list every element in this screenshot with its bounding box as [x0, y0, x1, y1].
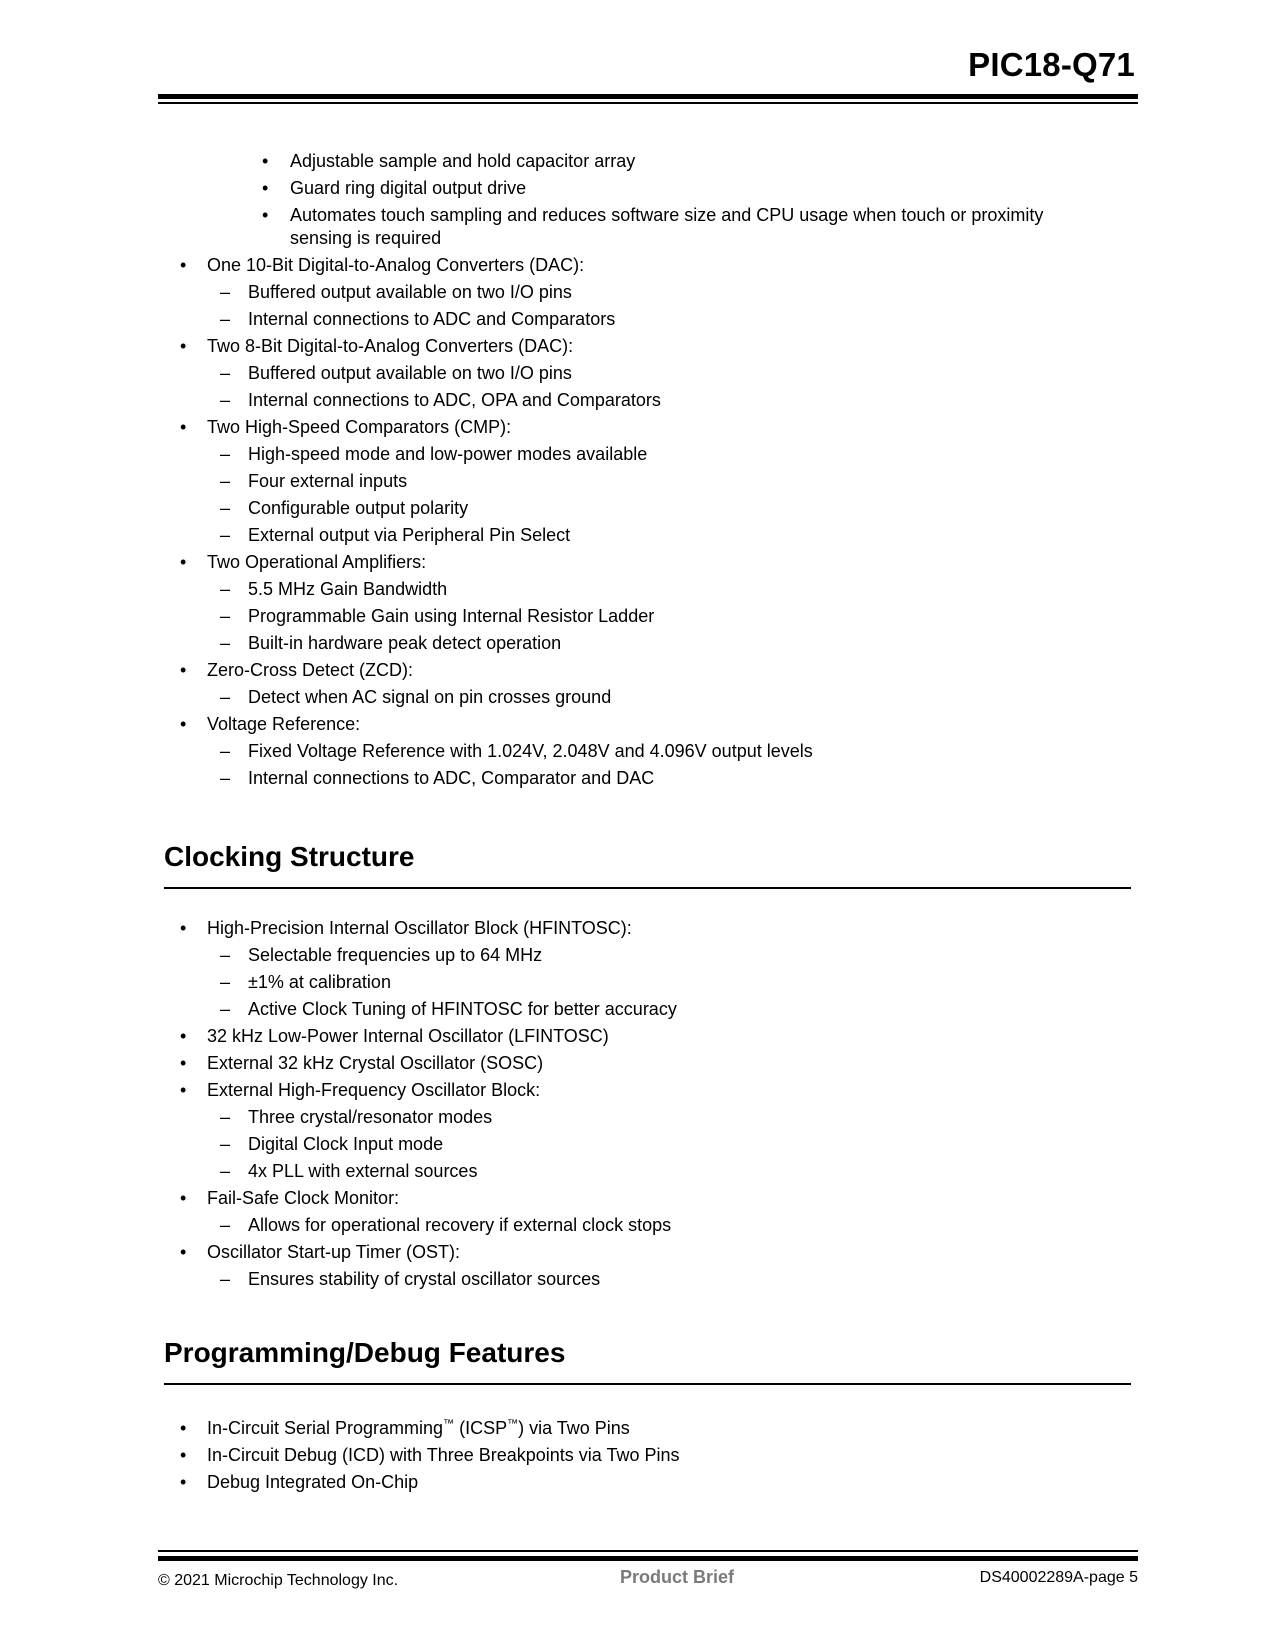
dash-glyph: – — [220, 444, 231, 464]
footer-page-ref: DS40002289A-page 5 — [979, 1569, 1138, 1586]
bullet-glyph: • — [180, 417, 187, 437]
page-title: PIC18-Q71 — [968, 46, 1135, 83]
dash-glyph: – — [220, 471, 231, 491]
line-text: Internal connections to ADC and Comparators — [248, 309, 616, 329]
line-text: Guard ring digital output drive — [290, 178, 527, 198]
line-text: High-speed mode and low-power modes available — [248, 444, 648, 464]
line-text: Fail-Safe Clock Monitor: — [207, 1188, 400, 1208]
dash-glyph: – — [220, 282, 231, 302]
bullet-glyph: • — [180, 1188, 187, 1208]
line-text: Two High-Speed Comparators (CMP): — [207, 417, 512, 437]
line-text: Two 8-Bit Digital-to-Analog Converters (DAC): — [207, 336, 574, 356]
dash-glyph: – — [220, 1107, 231, 1127]
line-text: Buffered output available on two I/O pins — [248, 282, 572, 302]
line-text: Two Operational Amplifiers: — [207, 552, 427, 572]
bullet-glyph: • — [180, 918, 187, 938]
dash-glyph: – — [220, 945, 231, 965]
dash-glyph: – — [220, 579, 231, 599]
line-text: Buffered output available on two I/O pins — [248, 363, 572, 383]
line-text: High-Precision Internal Oscillator Block (HFINTOSC): — [207, 918, 632, 938]
trademark-mark: ™ — [507, 1418, 519, 1430]
line-text: External High-Frequency Oscillator Block: — [207, 1080, 541, 1100]
line-text: Fixed Voltage Reference with 1.024V, 2.048V and 4.096V output levels — [248, 741, 813, 761]
line-text: Adjustable sample and hold capacitor array — [290, 151, 636, 171]
line-text: Internal connections to ADC, Comparator and DAC — [248, 768, 655, 788]
bullet-glyph: • — [180, 1026, 187, 1046]
bullet-glyph: • — [262, 178, 269, 198]
bullet-glyph: • — [180, 1242, 187, 1262]
bullet-glyph: • — [180, 660, 187, 680]
bullet-glyph: • — [262, 205, 269, 225]
line-text: One 10-Bit Digital-to-Analog Converters (DAC): — [207, 255, 585, 275]
clocking-rule — [164, 887, 1131, 889]
dash-glyph: – — [220, 390, 231, 410]
footer-copyright: © 2021 Microchip Technology Inc. — [158, 1572, 399, 1589]
bullet-glyph: • — [180, 1053, 187, 1073]
line-text: Voltage Reference: — [207, 714, 361, 734]
line-text: Programmable Gain using Internal Resistor Ladder — [248, 606, 655, 626]
line-text: Detect when AC signal on pin crosses ground — [248, 687, 612, 707]
bullet-glyph: • — [180, 336, 187, 356]
line-text: External output via Peripheral Pin Select — [248, 525, 571, 545]
header-rule-thin — [158, 102, 1138, 104]
programming-rule — [164, 1383, 1131, 1385]
line-text: Debug Integrated On-Chip — [207, 1472, 419, 1492]
dash-glyph: – — [220, 633, 231, 653]
dash-glyph: – — [220, 1134, 231, 1154]
line-text — [207, 1417, 630, 1439]
line-text: Three crystal/resonator modes — [248, 1107, 493, 1127]
dash-glyph: – — [220, 687, 231, 707]
text-part: (ICSP — [454, 1418, 508, 1438]
line-text: 5.5 MHz Gain Bandwidth — [248, 579, 448, 599]
dash-glyph: – — [220, 1161, 231, 1181]
text-part: ) via Two Pins — [518, 1418, 630, 1438]
footer-rule-thick — [158, 1556, 1138, 1561]
trademark-mark: ™ — [443, 1418, 455, 1430]
bullet-glyph: • — [180, 1418, 187, 1438]
line-text: Configurable output polarity — [248, 498, 469, 518]
line-text: Digital Clock Input mode — [248, 1134, 444, 1154]
footer-doc-type: Product Brief — [620, 1567, 735, 1587]
line-text: ±1% at calibration — [248, 972, 391, 992]
line-text: Built-in hardware peak detect operation — [248, 633, 562, 653]
bullet-glyph: • — [180, 1080, 187, 1100]
line-text: Allows for operational recovery if external clock stops — [248, 1215, 672, 1235]
line-text: Four external inputs — [248, 471, 408, 491]
bullet-glyph: • — [180, 1472, 187, 1492]
dash-glyph: – — [220, 741, 231, 761]
footer-rule-thin — [158, 1550, 1138, 1552]
dash-glyph: – — [220, 999, 231, 1019]
dash-glyph: – — [220, 363, 231, 383]
line-text: Zero-Cross Detect (ZCD): — [207, 660, 414, 680]
dash-glyph: – — [220, 1215, 231, 1235]
dash-glyph: – — [220, 498, 231, 518]
bullet-glyph: • — [180, 714, 187, 734]
line-text: Oscillator Start-up Timer (OST): — [207, 1242, 461, 1262]
line-text: External 32 kHz Crystal Oscillator (SOSC) — [207, 1053, 544, 1073]
bullet-glyph: • — [262, 151, 269, 171]
dash-glyph: – — [220, 768, 231, 788]
dash-glyph: – — [220, 606, 231, 626]
line-text: sensing is required — [290, 228, 442, 248]
bullet-glyph: • — [180, 1445, 187, 1465]
dash-glyph: – — [220, 525, 231, 545]
line-text: In-Circuit Debug (ICD) with Three Breakpoints via Two Pins — [207, 1445, 680, 1465]
text-part: In-Circuit Serial Programming — [207, 1418, 444, 1438]
line-text: Ensures stability of crystal oscillator sources — [248, 1269, 601, 1289]
line-text: Active Clock Tuning of HFINTOSC for better accuracy — [248, 999, 677, 1019]
header-rule-thick — [158, 94, 1138, 99]
line-text: Automates touch sampling and reduces software size and CPU usage when touch or proximity — [290, 205, 1044, 225]
programming-heading: Programming/Debug Features — [164, 1337, 566, 1368]
bullet-glyph: • — [180, 552, 187, 572]
line-text: Internal connections to ADC, OPA and Comparators — [248, 390, 661, 410]
clocking-heading: Clocking Structure — [164, 841, 415, 872]
bullet-glyph: • — [180, 255, 187, 275]
line-text: Selectable frequencies up to 64 MHz — [248, 945, 543, 965]
dash-glyph: – — [220, 309, 231, 329]
line-text: 4x PLL with external sources — [248, 1161, 478, 1181]
line-text: 32 kHz Low-Power Internal Oscillator (LFINTOSC) — [207, 1026, 609, 1046]
dash-glyph: – — [220, 1269, 231, 1289]
dash-glyph: – — [220, 972, 231, 992]
